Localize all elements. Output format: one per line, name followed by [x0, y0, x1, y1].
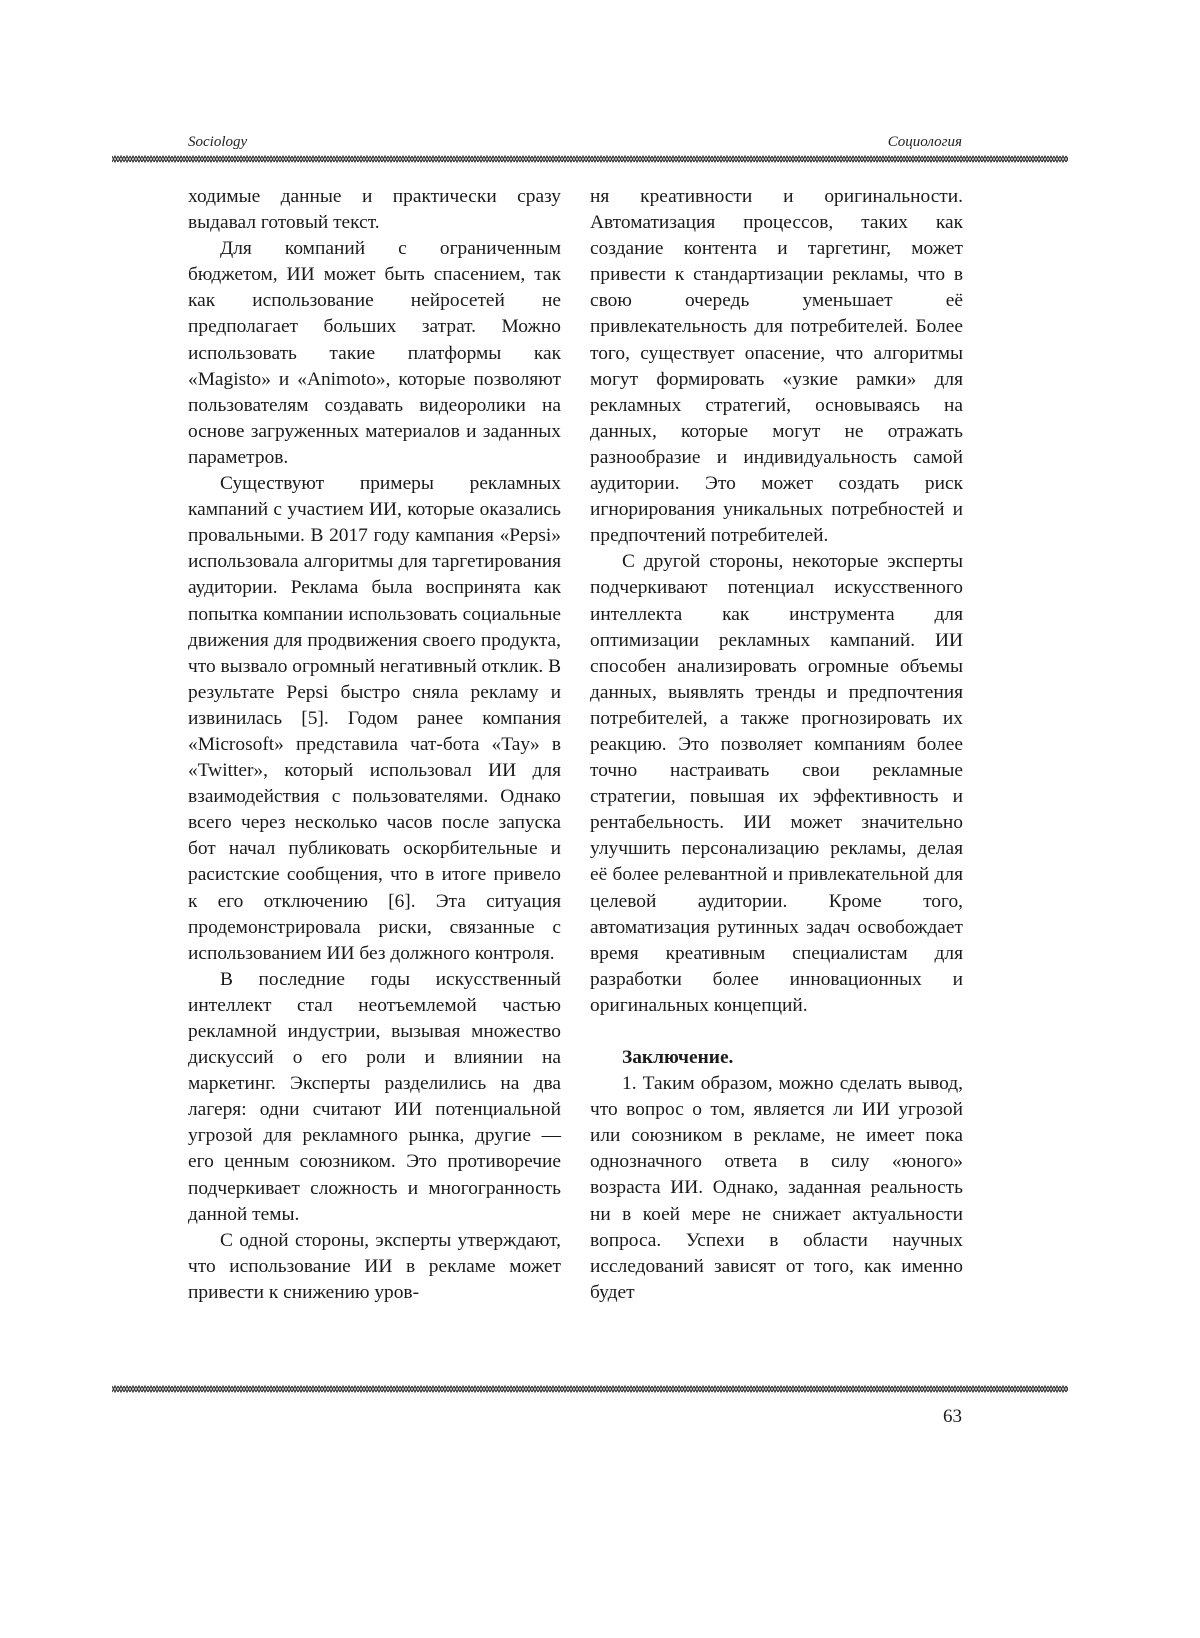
paragraph: С другой стороны, некоторые эксперты подчеркивают потенциал искусственного интеллекта как инструмента для оптимизации рекламных кампаний. ИИ способен анализировать огромные объемы данных, выявлять тренды и предпочтения потребителей, а также прогнозировать их реакцию. Это позволяет компаниям более точно настраивать свои рекламные стратегии, повышая их эффективность и рентабельность. ИИ может значительно улучшить персонализацию рекламы, делая её более релевантной и привлекательной для целевой аудитории. Кроме того, автоматизация рутинных задач освобождает время креативным специалистам для разработки более инновационных и оригинальных концепций. [590, 551, 963, 1016]
page-number: 63 [943, 1406, 962, 1427]
paragraph: Существуют примеры рекламных кампаний с участием ИИ, которые оказались провальными. В 2017 году кампания «Pepsi» использовала алгоритмы для таргетирования аудитории. Реклама была воспринята как попытка компании использовать социальные движения для продвижения своего продукта, что вызвало огромный негативный отклик. В результате Pepsi быстро сняла рекламу и извинилась [5]. Годом ранее компания «Microsoft» представила чат-бота «Tay» в «Twitter», который использовал ИИ для взаимодействия с пользователями. Однако всего через несколько часов после запуска бот начал публиковать оскорбительные и расистские сообщения, что в итоге привело к его отключению [6]. Эта ситуация продемонстрировала риски, связанные с использованием ИИ без должного контроля. [188, 473, 561, 964]
running-head-right: Социология [887, 134, 962, 150]
left-column [188, 184, 561, 1306]
right-column [590, 184, 963, 1306]
top-ornamental-rule [112, 154, 1068, 164]
paragraph: ходимые данные и практически сразу выдавал готовый текст. [188, 186, 561, 234]
conclusion-paragraph: 1. Таким образом, можно сделать вывод, что вопрос о том, является ли ИИ угрозой или союзником в рекламе, не имеет пока однозначного ответа в силу «юного» возраста ИИ. Однако, заданная реальность ни в коей мере не снижает актуальности вопроса. Успехи в области научных исследований зависят от того, как именно будет [590, 1073, 963, 1303]
paragraph: С одной стороны, эксперты утверждают, что использование ИИ в рекламе может привести к снижению уров- [188, 1229, 561, 1303]
paragraph: ня креативности и оригинальности. Автоматизация процессов, таких как создание контента и таргетинг, может привести к стандартизации рекламы, что в свою очередь уменьшает её привлекательность для потребителей. Более того, существует опасение, что алгоритмы могут формировать «узкие рамки» для рекламных стратегий, основываясь на данных, которые могут не отражать разнообразие и индивидуальность самой аудитории. Это может создать риск игнорирования уникальных потребностей и предпочтений потребителей. [590, 186, 963, 547]
paragraph: Для компаний с ограниченным бюджетом, ИИ может быть спасением, так как использование нейросетей не предполагает больших затрат. Можно использовать такие платформы как «Magisto» и «Animoto», которые позволяют пользователям создавать видеоролики на основе загруженных материалов и заданных параметров. [188, 238, 561, 468]
running-head-left: Sociology [188, 134, 248, 150]
bottom-ornamental-rule [112, 1384, 1068, 1394]
paragraph: В последние годы искусственный интеллект стал неотъемлемой частью рекламной индустрии, вызывая множество дискуссий о его роли и влиянии на маркетинг. Эксперты разделились на два лагеря: одни считают ИИ потенциальной угрозой для рекламного рынка, другие — его ценным союзником. Это противоречие подчеркивает сложность и многогранность данной темы. [188, 968, 561, 1225]
conclusion-heading: Заключение. [622, 1047, 734, 1068]
